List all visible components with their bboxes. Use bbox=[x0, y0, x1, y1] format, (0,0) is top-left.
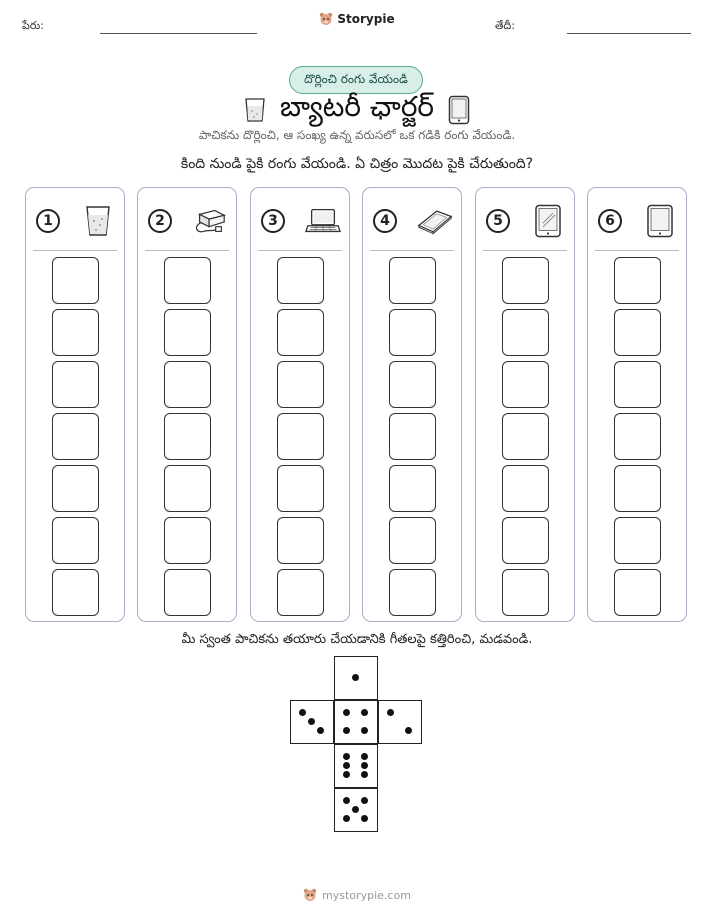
color-cell[interactable] bbox=[389, 569, 436, 616]
brand-logo bbox=[0, 12, 714, 26]
color-cell[interactable] bbox=[164, 569, 211, 616]
column-divider bbox=[145, 250, 229, 251]
tablet-icon bbox=[448, 95, 470, 125]
color-cell[interactable] bbox=[614, 309, 661, 356]
tablet-icon bbox=[534, 204, 562, 238]
color-cell[interactable] bbox=[164, 309, 211, 356]
instruction: కింది నుండి పైకి రంగు వేయండి. ఏ చిత్రం మొదట పైకి చేరుతుంది? bbox=[180, 156, 534, 172]
dice-pip bbox=[343, 753, 350, 760]
color-cell[interactable] bbox=[502, 569, 549, 616]
column-header bbox=[598, 204, 678, 238]
color-cell[interactable] bbox=[277, 257, 324, 304]
dice-pip bbox=[299, 709, 306, 716]
column-number: 5 bbox=[486, 209, 510, 233]
page-title: బ్యాటరీ ఛార్జర్ bbox=[279, 90, 435, 123]
color-cell[interactable] bbox=[164, 517, 211, 564]
color-cell[interactable] bbox=[164, 465, 211, 512]
color-cell[interactable] bbox=[52, 413, 99, 460]
tablet-icon bbox=[646, 204, 674, 238]
dice-pip bbox=[343, 727, 350, 734]
color-cell[interactable] bbox=[52, 465, 99, 512]
glass-icon bbox=[84, 205, 112, 237]
column-divider bbox=[33, 250, 117, 251]
column-4 bbox=[362, 187, 462, 622]
color-cell[interactable] bbox=[277, 465, 324, 512]
column-1 bbox=[25, 187, 125, 622]
column-number: 2 bbox=[148, 209, 172, 233]
dice-pip bbox=[405, 727, 412, 734]
color-cell[interactable] bbox=[52, 569, 99, 616]
charger-icon bbox=[192, 206, 228, 236]
color-cell[interactable] bbox=[614, 465, 661, 512]
date-line[interactable] bbox=[567, 33, 691, 34]
column-divider bbox=[258, 250, 342, 251]
column-divider bbox=[483, 250, 567, 251]
column-divider bbox=[595, 250, 679, 251]
dice-face-3 bbox=[290, 700, 334, 744]
title-row bbox=[0, 90, 714, 130]
column-6 bbox=[587, 187, 687, 622]
bear-icon bbox=[303, 888, 317, 902]
roll-and-color-badge: దొర్లించి రంగు వేయండి bbox=[289, 66, 423, 94]
dice-pip bbox=[387, 709, 394, 716]
dice-pip bbox=[361, 797, 368, 804]
color-cell[interactable] bbox=[52, 361, 99, 408]
dice-pip bbox=[308, 718, 315, 725]
dice-pip bbox=[361, 815, 368, 822]
dice-pip bbox=[352, 674, 359, 681]
dice-face-4 bbox=[334, 700, 378, 744]
column-divider bbox=[370, 250, 454, 251]
color-cell[interactable] bbox=[52, 517, 99, 564]
dice-face-5 bbox=[334, 788, 378, 832]
color-cell[interactable] bbox=[52, 257, 99, 304]
color-cell[interactable] bbox=[502, 257, 549, 304]
cut-instruction: మీ స్వంత పాచికను తయారు చేయడానికి గీతలపై కత్తిరించి, మడవండి. bbox=[181, 632, 533, 647]
name-line[interactable] bbox=[100, 33, 257, 34]
dice-pip bbox=[343, 709, 350, 716]
subtitle: పాచికను దొర్లించి, ఆ సంఖ్య ఉన్న వరుసలో ఒక గడికి రంగు వేయండి. bbox=[198, 128, 516, 142]
color-cell[interactable] bbox=[277, 309, 324, 356]
column-header bbox=[261, 204, 341, 238]
laptop-icon bbox=[305, 206, 341, 236]
dice-pip bbox=[361, 727, 368, 734]
dice-pip bbox=[343, 797, 350, 804]
brand-name: Storypie bbox=[337, 12, 395, 26]
dice-pip bbox=[352, 806, 359, 813]
color-cell[interactable] bbox=[614, 517, 661, 564]
color-cell[interactable] bbox=[277, 517, 324, 564]
column-5 bbox=[475, 187, 575, 622]
ebook-reader-icon bbox=[417, 206, 453, 236]
color-cell[interactable] bbox=[389, 257, 436, 304]
name-label: పేరు: bbox=[22, 19, 44, 32]
footer bbox=[0, 888, 714, 902]
column-3 bbox=[250, 187, 350, 622]
color-cell[interactable] bbox=[277, 413, 324, 460]
color-cell[interactable] bbox=[389, 465, 436, 512]
color-cell[interactable] bbox=[614, 257, 661, 304]
dice-pip bbox=[361, 771, 368, 778]
color-cell[interactable] bbox=[614, 361, 661, 408]
dice-pip bbox=[343, 762, 350, 769]
column-header bbox=[148, 204, 228, 238]
column-2 bbox=[137, 187, 237, 622]
color-cell[interactable] bbox=[389, 361, 436, 408]
color-cell[interactable] bbox=[502, 517, 549, 564]
bear-icon bbox=[319, 12, 333, 26]
color-cell[interactable] bbox=[164, 257, 211, 304]
footer-link[interactable]: mystorypie.com bbox=[322, 888, 411, 902]
color-cell[interactable] bbox=[389, 309, 436, 356]
column-number: 1 bbox=[36, 209, 60, 233]
dice-pip bbox=[361, 709, 368, 716]
color-cell[interactable] bbox=[277, 361, 324, 408]
dice-pip bbox=[361, 762, 368, 769]
color-cell[interactable] bbox=[277, 569, 324, 616]
column-header bbox=[486, 204, 566, 238]
color-cell[interactable] bbox=[164, 361, 211, 408]
dice-face-2 bbox=[378, 700, 422, 744]
column-header bbox=[36, 204, 116, 238]
date-label: తేదీ: bbox=[495, 19, 516, 32]
column-number: 6 bbox=[598, 209, 622, 233]
dice-face-1 bbox=[334, 656, 378, 700]
dice-pip bbox=[317, 727, 324, 734]
color-cell[interactable] bbox=[164, 413, 211, 460]
color-cell[interactable] bbox=[389, 413, 436, 460]
color-cell[interactable] bbox=[614, 569, 661, 616]
color-cell[interactable] bbox=[502, 465, 549, 512]
color-cell[interactable] bbox=[614, 413, 661, 460]
color-cell[interactable] bbox=[502, 309, 549, 356]
dice-face-6 bbox=[334, 744, 378, 788]
column-header bbox=[373, 204, 453, 238]
dice-pip bbox=[343, 815, 350, 822]
dice-pip bbox=[361, 753, 368, 760]
column-number: 4 bbox=[373, 209, 397, 233]
glass-icon bbox=[244, 97, 266, 123]
color-cell[interactable] bbox=[52, 309, 99, 356]
color-cell[interactable] bbox=[502, 361, 549, 408]
column-number: 3 bbox=[261, 209, 285, 233]
color-cell[interactable] bbox=[389, 517, 436, 564]
dice-pip bbox=[343, 771, 350, 778]
color-cell[interactable] bbox=[502, 413, 549, 460]
